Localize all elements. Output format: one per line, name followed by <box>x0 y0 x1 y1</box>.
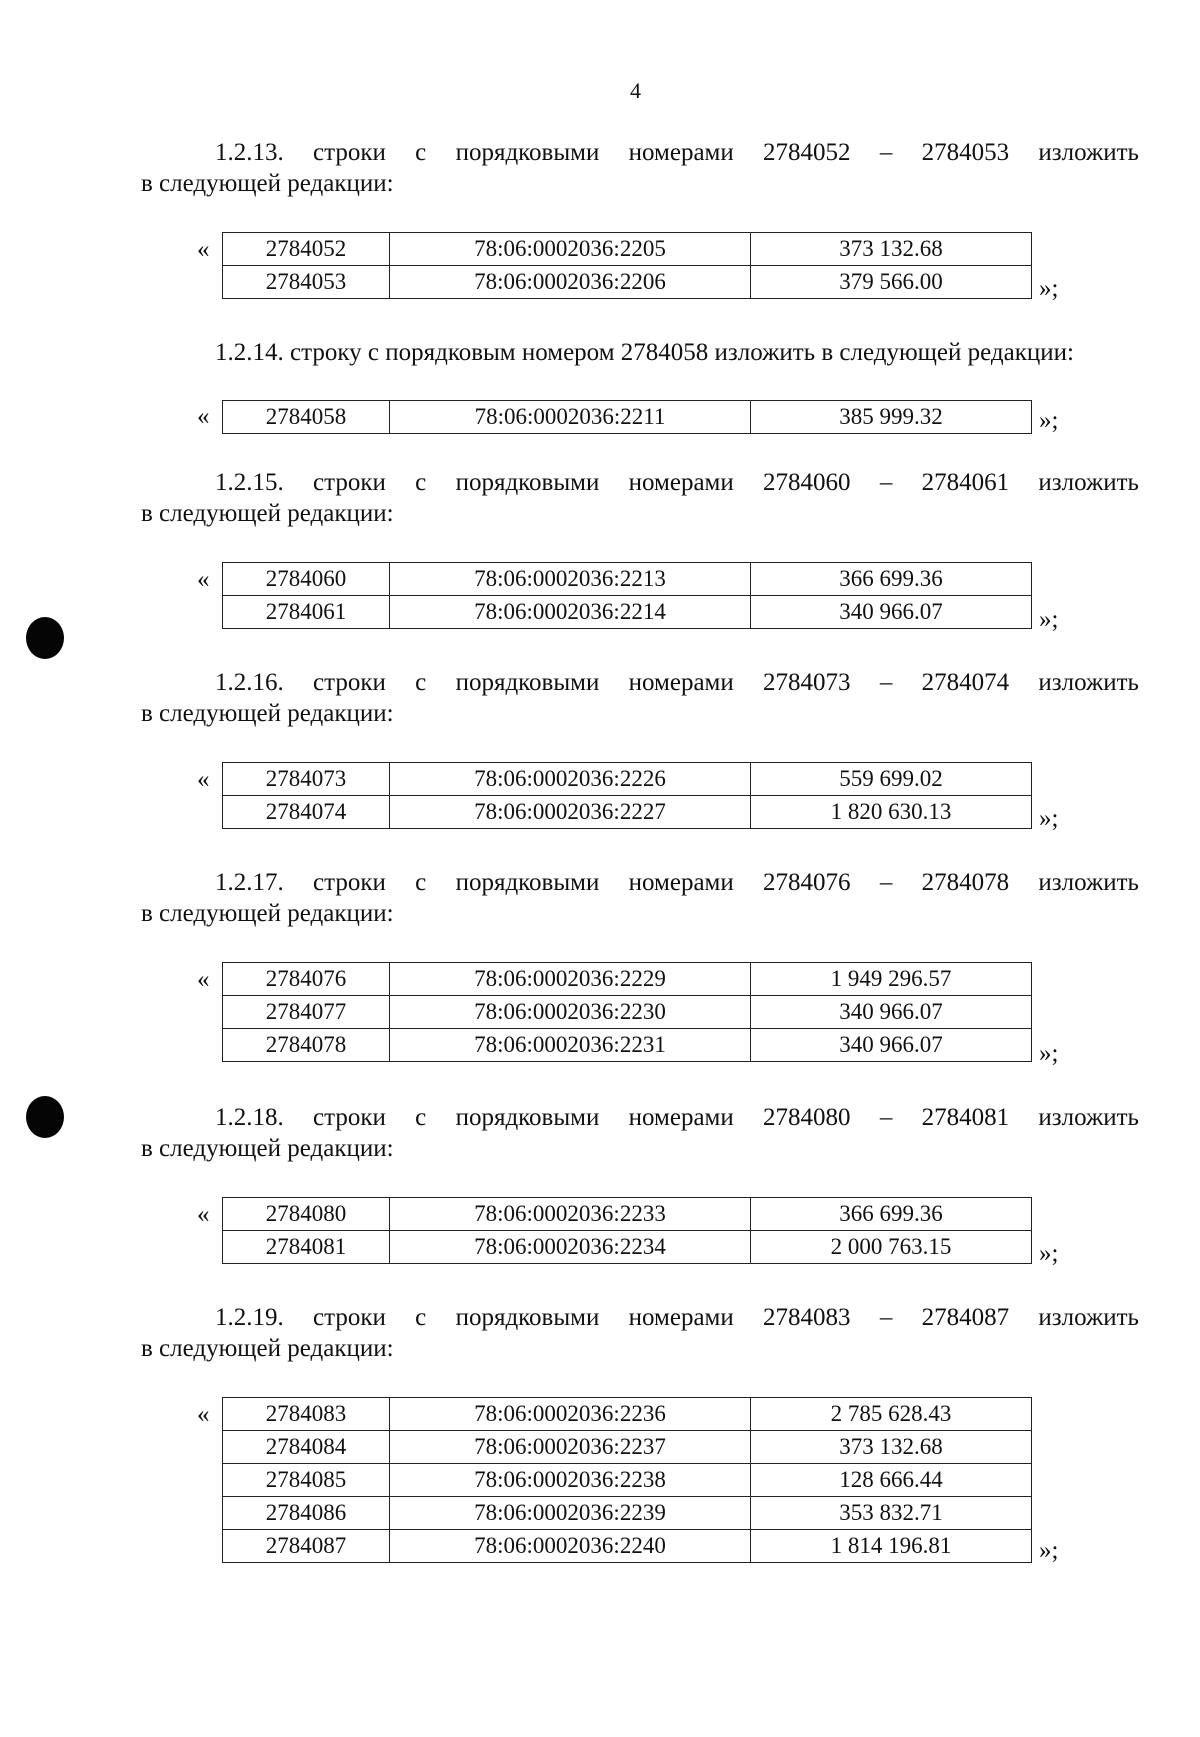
quote-open: « <box>197 1401 210 1428</box>
table-row <box>223 401 1032 434</box>
word: 2784087 <box>921 1304 1010 1331</box>
cadastral-number: 78:06:0002036:2226 <box>390 763 751 796</box>
word: – <box>879 669 893 696</box>
section-number: 1.2.16. <box>215 669 284 696</box>
cadastral-number: 78:06:0002036:2211 <box>390 401 751 434</box>
section-line2: в следующей редакции: <box>141 900 394 927</box>
punch-hole-bottom <box>26 1096 64 1138</box>
word: с <box>415 1104 427 1131</box>
row-number: 2784061 <box>223 596 390 629</box>
quote-close: »; <box>1039 606 1059 633</box>
quote-close: »; <box>1039 407 1059 434</box>
word: 2784078 <box>921 869 1010 896</box>
word: – <box>879 139 893 166</box>
row-number: 2784081 <box>223 1231 390 1264</box>
table-row <box>223 1231 1032 1264</box>
value: 379 566.00 <box>751 266 1032 299</box>
table-row <box>223 996 1032 1029</box>
word: 2784073 <box>763 669 851 696</box>
word: изложить <box>1038 1104 1139 1131</box>
row-number: 2784086 <box>223 1497 390 1530</box>
word: порядковыми <box>455 669 600 696</box>
word: строки <box>313 139 386 166</box>
word: 2784052 <box>763 139 851 166</box>
word: 2784076 <box>763 869 851 896</box>
value: 353 832.71 <box>751 1497 1032 1530</box>
word: порядковыми <box>455 139 600 166</box>
quote-open: « <box>197 566 210 593</box>
cadastral-number: 78:06:0002036:2229 <box>390 963 751 996</box>
row-number: 2784083 <box>223 1398 390 1431</box>
word: строки <box>313 469 386 496</box>
value: 1 820 630.13 <box>751 796 1032 829</box>
quote-open: « <box>197 966 210 993</box>
value: 366 699.36 <box>751 1198 1032 1231</box>
word: строки <box>313 1104 386 1131</box>
quote-open: « <box>197 1201 210 1228</box>
punch-hole-top <box>26 617 64 659</box>
row-number: 2784085 <box>223 1464 390 1497</box>
cadastral-number: 78:06:0002036:2238 <box>390 1464 751 1497</box>
table-row <box>223 233 1032 266</box>
cadastral-number: 78:06:0002036:2230 <box>390 996 751 1029</box>
cadastral-number: 78:06:0002036:2239 <box>390 1497 751 1530</box>
row-number: 2784074 <box>223 796 390 829</box>
section-line2: в следующей редакции: <box>141 700 394 727</box>
page-number: 4 <box>630 78 641 103</box>
quote-close: »; <box>1039 275 1059 302</box>
section-1-2-16-table <box>222 762 1032 829</box>
row-number: 2784052 <box>223 233 390 266</box>
value: 373 132.68 <box>751 233 1032 266</box>
cadastral-number: 78:06:0002036:2206 <box>390 266 751 299</box>
table-row <box>223 963 1032 996</box>
section-1-2-17-text <box>141 867 1139 929</box>
word: изложить <box>1038 869 1139 896</box>
word: с <box>415 1304 427 1331</box>
row-number: 2784073 <box>223 763 390 796</box>
section-number: 1.2.14. <box>215 339 284 366</box>
word: строки <box>313 669 386 696</box>
section-1-2-14-table <box>222 400 1032 434</box>
quote-close: »; <box>1039 1537 1059 1564</box>
row-number: 2784087 <box>223 1530 390 1563</box>
word: с <box>415 469 427 496</box>
section-1-2-18-table <box>222 1197 1032 1264</box>
section-line2: в следующей редакции: <box>141 500 394 527</box>
word: 2784074 <box>921 669 1010 696</box>
section-1-2-17-table <box>222 962 1032 1062</box>
word: порядковыми <box>455 469 600 496</box>
table-row <box>223 1464 1032 1497</box>
row-number: 2784078 <box>223 1029 390 1062</box>
row-number: 2784084 <box>223 1431 390 1464</box>
section-1-2-19-text <box>141 1302 1139 1364</box>
word: порядковыми <box>455 869 600 896</box>
word: с <box>415 869 427 896</box>
value: 385 999.32 <box>751 401 1032 434</box>
value: 1 814 196.81 <box>751 1530 1032 1563</box>
table-row <box>223 1431 1032 1464</box>
word: 2784080 <box>763 1104 851 1131</box>
section-text: строку с порядковым номером 2784058 изложить в следующей редакции: <box>290 339 1074 366</box>
word: – <box>879 469 893 496</box>
word: 2784081 <box>921 1104 1010 1131</box>
cadastral-number: 78:06:0002036:2213 <box>390 563 751 596</box>
section-1-2-18-text <box>141 1102 1139 1164</box>
word: строки <box>313 869 386 896</box>
row-number: 2784058 <box>223 401 390 434</box>
table-row <box>223 596 1032 629</box>
cadastral-number: 78:06:0002036:2234 <box>390 1231 751 1264</box>
cadastral-number: 78:06:0002036:2233 <box>390 1198 751 1231</box>
section-1-2-16-text <box>141 667 1139 729</box>
section-line2: в следующей редакции: <box>141 1335 394 1362</box>
value: 2 785 628.43 <box>751 1398 1032 1431</box>
table-row <box>223 763 1032 796</box>
word: номерами <box>628 1304 734 1331</box>
value: 128 666.44 <box>751 1464 1032 1497</box>
value: 340 966.07 <box>751 996 1032 1029</box>
row-number: 2784060 <box>223 563 390 596</box>
section-number: 1.2.19. <box>215 1304 284 1331</box>
word: изложить <box>1038 669 1139 696</box>
table-row <box>223 266 1032 299</box>
table-row <box>223 1398 1032 1431</box>
word: 2784083 <box>763 1304 851 1331</box>
table-row <box>223 1530 1032 1563</box>
word: с <box>415 669 427 696</box>
word: изложить <box>1038 469 1139 496</box>
cadastral-number: 78:06:0002036:2231 <box>390 1029 751 1062</box>
cadastral-number: 78:06:0002036:2205 <box>390 233 751 266</box>
cadastral-number: 78:06:0002036:2240 <box>390 1530 751 1563</box>
value: 1 949 296.57 <box>751 963 1032 996</box>
word: 2784060 <box>763 469 851 496</box>
section-number: 1.2.18. <box>215 1104 284 1131</box>
quote-open: « <box>197 236 210 263</box>
section-1-2-13-table <box>222 232 1032 299</box>
section-1-2-14-text <box>141 337 1139 368</box>
table-row <box>223 1497 1032 1530</box>
word: – <box>879 1304 893 1331</box>
value: 340 966.07 <box>751 596 1032 629</box>
table-row <box>223 1029 1032 1062</box>
table-row <box>223 796 1032 829</box>
cadastral-number: 78:06:0002036:2227 <box>390 796 751 829</box>
section-number: 1.2.15. <box>215 469 284 496</box>
section-number: 1.2.17. <box>215 869 284 896</box>
value: 366 699.36 <box>751 563 1032 596</box>
value: 559 699.02 <box>751 763 1032 796</box>
row-number: 2784077 <box>223 996 390 1029</box>
quote-close: »; <box>1039 1240 1059 1267</box>
word: номерами <box>628 1104 734 1131</box>
value: 373 132.68 <box>751 1431 1032 1464</box>
section-1-2-15-table <box>222 562 1032 629</box>
section-1-2-19-table <box>222 1397 1032 1563</box>
cadastral-number: 78:06:0002036:2236 <box>390 1398 751 1431</box>
quote-open: « <box>197 766 210 793</box>
word: 2784061 <box>921 469 1010 496</box>
cadastral-number: 78:06:0002036:2237 <box>390 1431 751 1464</box>
word: изложить <box>1038 1304 1139 1331</box>
table-row <box>223 1198 1032 1231</box>
section-1-2-13-text <box>141 137 1139 199</box>
quote-close: »; <box>1039 1040 1059 1067</box>
word: порядковыми <box>455 1104 600 1131</box>
quote-close: »; <box>1039 805 1059 832</box>
row-number: 2784080 <box>223 1198 390 1231</box>
table-row <box>223 563 1032 596</box>
section-line2: в следующей редакции: <box>141 1135 394 1162</box>
word: порядковыми <box>455 1304 600 1331</box>
word: номерами <box>628 469 734 496</box>
word: – <box>879 1104 893 1131</box>
row-number: 2784076 <box>223 963 390 996</box>
word: номерами <box>628 869 734 896</box>
cadastral-number: 78:06:0002036:2214 <box>390 596 751 629</box>
word: номерами <box>628 669 734 696</box>
word: изложить <box>1038 139 1139 166</box>
word: номерами <box>628 139 734 166</box>
word: – <box>879 869 893 896</box>
value: 340 966.07 <box>751 1029 1032 1062</box>
value: 2 000 763.15 <box>751 1231 1032 1264</box>
quote-open: « <box>197 403 210 430</box>
word: с <box>415 139 427 166</box>
section-line2: в следующей редакции: <box>141 170 394 197</box>
section-1-2-15-text <box>141 467 1139 529</box>
word: 2784053 <box>921 139 1010 166</box>
row-number: 2784053 <box>223 266 390 299</box>
word: строки <box>313 1304 386 1331</box>
section-number: 1.2.13. <box>215 139 284 166</box>
